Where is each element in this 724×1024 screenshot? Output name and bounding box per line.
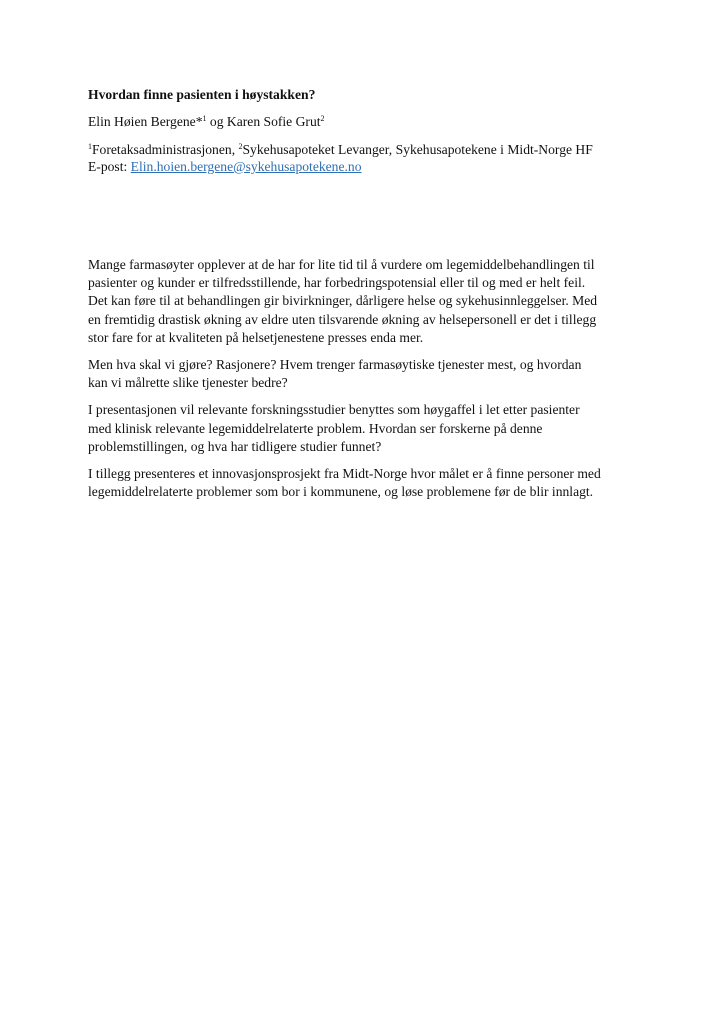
paragraph-3 (88, 401, 648, 456)
paragraph-line: kan vi målrette slike tjenester bedre? (88, 375, 288, 391)
affiliation-2-mark: 2 (238, 142, 243, 151)
affiliation-1-mark: 1 (88, 142, 92, 151)
author-1-name: Elin Høien Bergene* (88, 114, 203, 129)
email-label: E-post: (88, 159, 131, 174)
paragraph-line: legemiddelrelaterte problemer som bor i kommunene, og løse problemene før de blir innlagt. (88, 484, 594, 500)
affiliation-1-text: Foretaksadministrasjonen, (92, 142, 239, 157)
author-2-affiliation-mark: 2 (320, 114, 325, 123)
paragraph-line: Det kan føre til at behandlingen gir bivirkninger, dårligere helse og sykehusinnleggelser. Med (88, 293, 598, 309)
author-line (88, 113, 648, 131)
paragraph-line: Men hva skal vi gjøre? Rasjonere? Hvem trenger farmasøytiske tjenester mest, og hvordan (88, 357, 582, 373)
document-title: Hvordan finne pasienten i høystakken? (88, 87, 316, 102)
abstract-body (88, 256, 648, 510)
paragraph-line: I presentasjonen vil relevante forskningsstudier benyttes som høygaffel i let etter pasienter (88, 402, 580, 418)
author-2-name: og Karen Sofie Grut (206, 114, 321, 129)
author-1-affiliation-mark: 1 (202, 114, 207, 123)
paragraph-4 (88, 465, 648, 501)
paragraph-line: Mange farmasøyter opplever at de har for lite tid til å vurdere om legemiddelbehandlingen til (88, 257, 595, 272)
affiliation-2-text: Sykehusapoteket Levanger, Sykehusapotekene i Midt-Norge HF (242, 142, 593, 157)
paragraph-line: stor fare for at kvaliteten på helsetjenestene presses enda mer. (88, 329, 424, 345)
paragraph-1 (88, 256, 648, 347)
paragraph-line: problemstillingen, og hva har tidligere studier funnet? (88, 438, 382, 454)
document-page (88, 86, 648, 500)
email-link[interactable]: Elin.hoien.bergene@sykehusapotekene.no (130, 159, 362, 174)
paragraph-line: en fremtidig drastisk økning av eldre uten tilsvarende økning av helsepersonell er det i tillegg (88, 311, 597, 327)
email-line (88, 158, 648, 175)
affiliations-line (88, 141, 648, 158)
paragraph-2 (88, 356, 648, 392)
paragraph-line: med klinisk relevante legemiddelrelaterte problem. Hvordan ser forskerne på denne (88, 420, 543, 436)
paragraph-line: pasienter og kunder er tilfredsstillende, har forbedringspotensial eller til og med er helt feil. (88, 275, 586, 291)
paragraph-line: I tillegg presenteres et innovasjonsprosjekt fra Midt-Norge hvor målet er å finne personer med (88, 466, 601, 482)
